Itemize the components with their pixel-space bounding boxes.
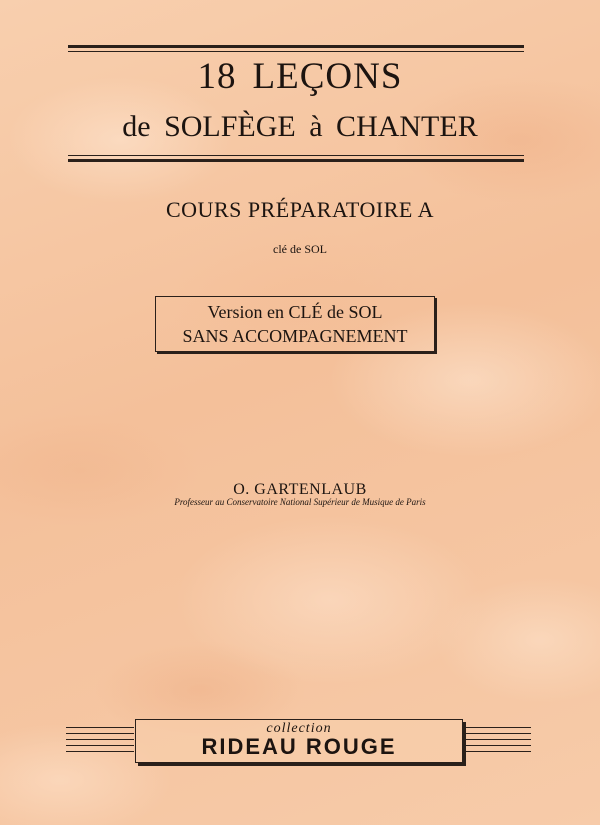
course-title: COURS PRÉPARATOIRE A (166, 197, 434, 222)
author-name: O. GARTENLAUB (233, 481, 367, 498)
version-box (155, 296, 435, 352)
title-word: LEÇONS (252, 56, 403, 97)
bottom-rule (68, 159, 524, 162)
top-rule-upper-thin (68, 51, 524, 52)
author-title: Professeur au Conservatoire National Supérieur de Musique de Paris (174, 497, 426, 507)
title-number: 18 (197, 56, 237, 97)
collection-lines-left (66, 727, 134, 757)
version-line-1: Version en CLÉ de SOL (207, 302, 383, 322)
collection-lines-right (463, 727, 531, 757)
collection-badge (135, 719, 463, 763)
collection-name: RIDEAU ROUGE (201, 734, 397, 759)
version-line-2: SANS ACCOMPAGNEMENT (182, 326, 408, 346)
course-clef: clé de SOL (273, 242, 327, 256)
collection-label: collection (266, 721, 332, 736)
top-rule-upper (68, 45, 524, 48)
bottom-rule-thin (68, 155, 524, 156)
title-heading (0, 58, 600, 95)
subtitle-heading: de SOLFÈGE à CHANTER (122, 110, 478, 143)
